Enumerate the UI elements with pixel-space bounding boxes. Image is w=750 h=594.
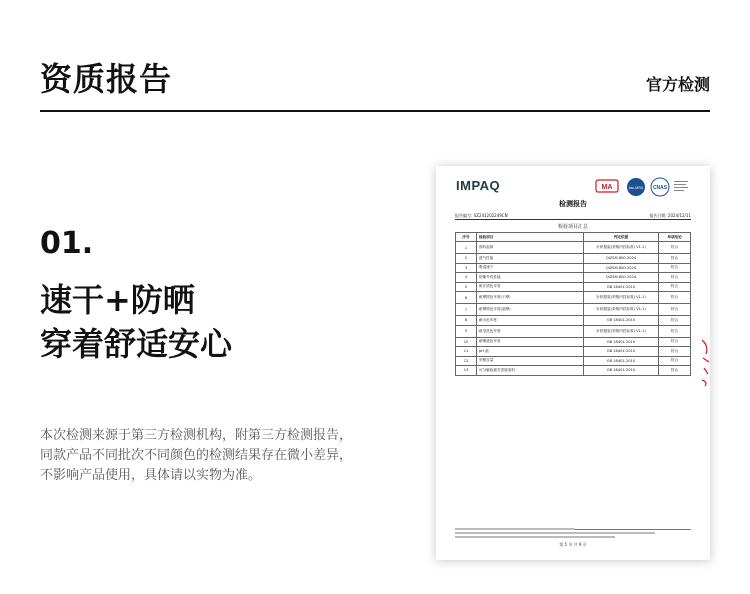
svg-text:MA: MA <box>601 184 613 191</box>
row-number: 12 <box>456 356 477 366</box>
report-date: 报告日期: 2024/12/11 <box>649 213 691 218</box>
column-header: 判定依据 <box>584 233 659 242</box>
judgment-basis: 针织服装(采购内控标准) V1.1) <box>584 325 659 337</box>
table-header-row <box>456 233 691 242</box>
table-row <box>456 292 691 304</box>
inspection-item: 耐水色牢度 <box>477 316 584 326</box>
column-header: 序号 <box>456 233 477 242</box>
item-result: 符合 <box>659 356 691 366</box>
judgment-basis: GB 18401-2010 <box>584 366 659 376</box>
judgment-basis: 针织服装(采购内控标准) V1.1) <box>584 242 659 254</box>
inspection-item: 可分解致癌芳香胺染料 <box>477 366 584 376</box>
row-number: 13 <box>456 366 477 376</box>
judgment-basis: GB 18401-2010 <box>584 356 659 366</box>
judgment-basis: QIZSM-800-2024 <box>584 254 659 264</box>
inspection-item: 耐唾液色牢度 <box>477 337 584 347</box>
row-number: 2 <box>456 254 477 264</box>
judgment-basis: GB 18401-2010 <box>584 316 659 326</box>
ilac-mra-seal-icon <box>627 178 645 196</box>
row-number: 7 <box>456 304 477 316</box>
table-row <box>456 347 691 357</box>
headline <box>40 278 232 366</box>
official-inspection-label: 官方检测 <box>645 75 710 94</box>
row-number: 3 <box>456 263 477 273</box>
inspection-item: 耐摩擦色牢度(湿摩) <box>477 304 584 316</box>
item-result: 符合 <box>659 254 691 264</box>
judgment-basis: 针织服装(采购内控标准) V1.1) <box>584 304 659 316</box>
item-result: 符合 <box>659 263 691 273</box>
table-row <box>456 304 691 316</box>
item-result: 符合 <box>659 366 691 376</box>
table-row <box>456 282 691 292</box>
inspection-item: 耐汗渍色牢度 <box>477 282 584 292</box>
section-title: 检验项目汇总 <box>557 224 588 230</box>
red-stamp-edge-icon <box>700 336 712 388</box>
judgment-basis: GB 18401-2010 <box>584 347 659 357</box>
table-row <box>456 254 691 264</box>
judgment-basis: QIZSM-800-2024 <box>584 263 659 273</box>
item-result: 符合 <box>659 347 691 357</box>
row-number: 9 <box>456 325 477 337</box>
svg-text:CNAS: CNAS <box>652 185 668 191</box>
page-number: 第 5 页 共 9 页 <box>559 542 587 547</box>
inspection-item: 甲醛含量 <box>477 356 584 366</box>
test-report-image <box>436 166 710 560</box>
accreditation-text-icon <box>674 181 688 191</box>
item-result: 符合 <box>659 282 691 292</box>
judgment-basis: QIZSM-800-2024 <box>584 273 659 283</box>
table-row <box>456 356 691 366</box>
table-row <box>456 316 691 326</box>
table-row <box>456 242 691 254</box>
inspection-item: 吸湿速干 <box>477 263 584 273</box>
description-line: 不影响产品使用，具体请以实物为准。 <box>40 468 262 483</box>
inspection-item: 耐摩擦色牢度(干摩) <box>477 292 584 304</box>
headline-line: 速干+防晒 <box>40 281 195 319</box>
impaq-logo: IMPAQ <box>456 178 501 193</box>
headline-line: 穿着舒适安心 <box>40 325 233 363</box>
certification-seals <box>594 176 698 198</box>
item-result: 符合 <box>659 316 691 326</box>
item-result: 符合 <box>659 292 691 304</box>
inspection-items-table <box>455 232 691 376</box>
svg-text:ilac-MRA: ilac-MRA <box>628 186 644 190</box>
item-result: 符合 <box>659 337 691 347</box>
table-row <box>456 325 691 337</box>
inspection-item: 耐皂洗色牢度 <box>477 325 584 337</box>
section-number: 01. <box>40 226 94 261</box>
row-number: 8 <box>456 316 477 326</box>
cma-seal-icon <box>596 180 618 192</box>
report-title: 检测报告 <box>559 199 587 208</box>
column-header: 单项结论 <box>659 233 691 242</box>
judgment-basis: 针织服装(采购内控标准) V1.1) <box>584 292 659 304</box>
column-header: 检验项目 <box>477 233 584 242</box>
row-number: 5 <box>456 282 477 292</box>
table-row <box>456 366 691 376</box>
table-row <box>456 337 691 347</box>
row-number: 10 <box>456 337 477 347</box>
judgment-basis: GB 18401-2010 <box>584 337 659 347</box>
table-row <box>456 263 691 273</box>
item-result: 符合 <box>659 325 691 337</box>
meta-divider <box>455 219 691 220</box>
inspection-item: 透气性能 <box>477 254 584 264</box>
description-line: 同款产品不同批次不同颜色的检测结果存在微小差异， <box>40 448 353 463</box>
item-result: 符合 <box>659 242 691 254</box>
row-number: 6 <box>456 292 477 304</box>
judgment-basis: GB 18401-2010 <box>584 282 659 292</box>
description-line: 本次检测来源于第三方检测机构，附第三方检测报告， <box>40 428 353 443</box>
row-number: 4 <box>456 273 477 283</box>
description <box>40 426 352 486</box>
inspection-item: pH 值 <box>477 347 584 357</box>
item-result: 符合 <box>659 304 691 316</box>
inspection-item: 防紫外线性能 <box>477 273 584 283</box>
report-footer-fine-print <box>455 528 691 538</box>
header-divider <box>40 110 710 112</box>
cnas-seal-icon <box>651 178 669 196</box>
inspection-item: 面料起球 <box>477 242 584 254</box>
page-title: 资质报告 <box>40 60 173 98</box>
row-number: 1 <box>456 242 477 254</box>
item-result: 符合 <box>659 273 691 283</box>
table-row <box>456 273 691 283</box>
report-number: 报告编号: SZ241202249CN <box>455 213 508 218</box>
row-number: 11 <box>456 347 477 357</box>
